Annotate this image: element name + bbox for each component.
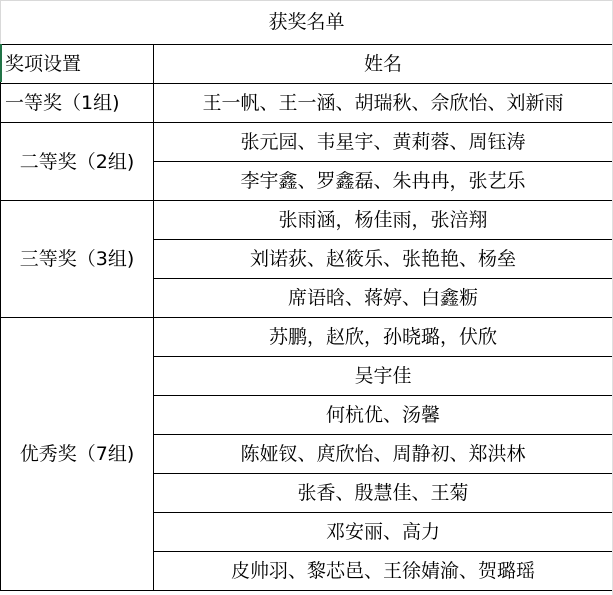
award-cell-third[interactable]: 三等奖（3组)	[1, 201, 154, 318]
name-column-header[interactable]: 姓名	[154, 45, 613, 84]
award-column-header[interactable]: 奖项设置	[1, 45, 154, 84]
names-cell[interactable]: 席语晗、蒋婷、白鑫粝	[154, 279, 613, 318]
title-row	[1, 1, 613, 45]
table-row	[1, 201, 613, 240]
selected-cell-indicator	[0, 44, 2, 82]
table-row	[1, 84, 613, 123]
award-cell-second[interactable]: 二等奖（2组)	[1, 123, 154, 201]
award-cell-excellence[interactable]: 优秀奖（7组)	[1, 318, 154, 591]
names-cell[interactable]: 皮帅羽、黎芯邑、王徐婧渝、贺璐瑶	[154, 552, 613, 591]
header-row	[1, 45, 613, 84]
names-cell[interactable]: 苏鹏，赵欣，孙晓璐，伏欣	[154, 318, 613, 357]
table-title[interactable]: 获奖名单	[1, 1, 613, 45]
names-cell[interactable]: 王一帆、王一涵、胡瑞秋、佘欣怡、刘新雨	[154, 84, 613, 123]
table-row	[1, 123, 613, 162]
names-cell[interactable]: 张雨涵，杨佳雨，张涪翔	[154, 201, 613, 240]
names-cell[interactable]: 吴宇佳	[154, 357, 613, 396]
names-cell[interactable]: 刘诺荻、赵筱乐、张艳艳、杨垒	[154, 240, 613, 279]
names-cell[interactable]: 张元园、韦星宇、黄莉蓉、周钰涛	[154, 123, 613, 162]
names-cell[interactable]: 张香、殷慧佳、王菊	[154, 474, 613, 513]
names-cell[interactable]: 邓安丽、高力	[154, 513, 613, 552]
award-cell-first[interactable]: 一等奖（1组)	[1, 84, 154, 123]
names-cell[interactable]: 陈娅钗、庹欣怡、周静初、郑洪林	[154, 435, 613, 474]
table-row	[1, 318, 613, 357]
names-cell[interactable]: 李宇鑫、罗鑫磊、朱冉冉，张艺乐	[154, 162, 613, 201]
names-cell[interactable]: 何杭优、汤馨	[154, 396, 613, 435]
